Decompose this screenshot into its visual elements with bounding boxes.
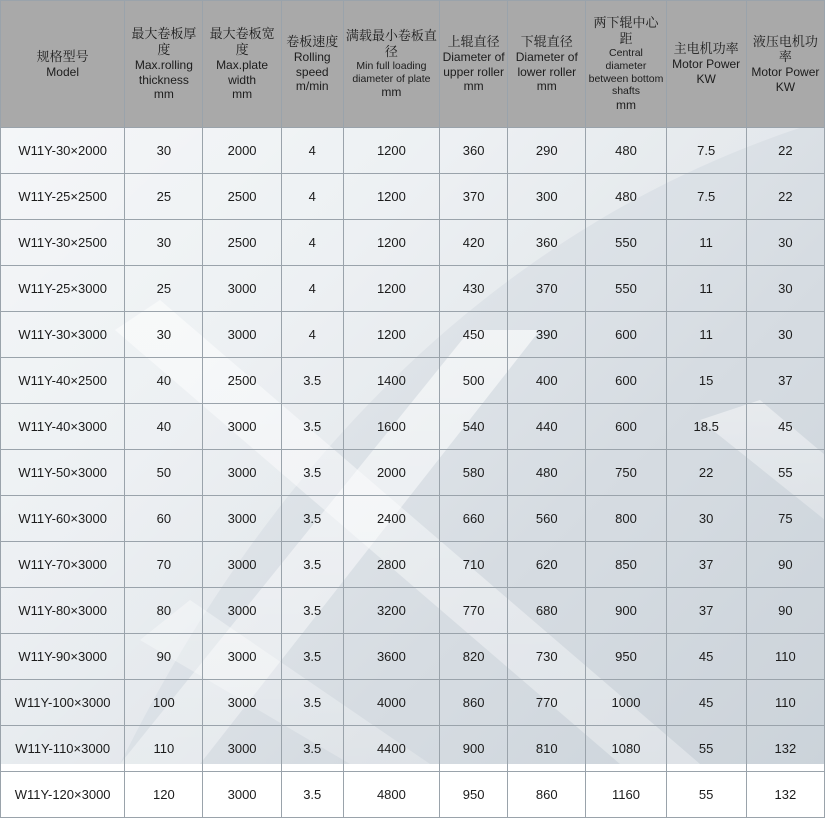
table-cell: 25 (125, 174, 203, 220)
table-cell: 55 (746, 450, 824, 496)
header-unit: mm (615, 98, 636, 113)
table-cell: 25 (125, 266, 203, 312)
table-row (1, 542, 825, 588)
table-cell: 3000 (203, 266, 281, 312)
table-row (1, 404, 825, 450)
table-cell: 1080 (586, 726, 666, 772)
table-cell: 620 (508, 542, 586, 588)
table-cell: 3.5 (281, 450, 343, 496)
table-cell: 950 (586, 634, 666, 680)
table-cell: 30 (125, 312, 203, 358)
table-cell: 30 (746, 220, 824, 266)
table-row (1, 450, 825, 496)
table-cell: 500 (440, 358, 508, 404)
table-cell: 3600 (343, 634, 439, 680)
table-cell: 2500 (203, 358, 281, 404)
cell-model: W11Y-30×2500 (1, 220, 125, 266)
cell-model: W11Y-60×3000 (1, 496, 125, 542)
table-cell: 4 (281, 220, 343, 266)
table-header (1, 1, 825, 128)
table-row (1, 128, 825, 174)
table-row (1, 358, 825, 404)
table-cell: 132 (746, 772, 824, 818)
table-cell: 420 (440, 220, 508, 266)
table-cell: 480 (586, 128, 666, 174)
table-cell: 820 (440, 634, 508, 680)
table-cell: 7.5 (666, 174, 746, 220)
table-cell: 70 (125, 542, 203, 588)
table-cell: 100 (125, 680, 203, 726)
cell-model: W11Y-70×3000 (1, 542, 125, 588)
table-cell: 900 (440, 726, 508, 772)
table-cell: 360 (508, 220, 586, 266)
table-cell: 37 (746, 358, 824, 404)
table-cell: 22 (666, 450, 746, 496)
header-unit: m/min (295, 79, 329, 94)
table-cell: 3.5 (281, 772, 343, 818)
table-cell: 2500 (203, 220, 281, 266)
table-cell: 1200 (343, 128, 439, 174)
table-cell: 11 (666, 312, 746, 358)
cell-model: W11Y-120×3000 (1, 772, 125, 818)
table-cell: 810 (508, 726, 586, 772)
table-cell: 370 (440, 174, 508, 220)
table-cell: 37 (666, 542, 746, 588)
table-cell: 3.5 (281, 358, 343, 404)
table-cell: 950 (440, 772, 508, 818)
table-cell: 90 (746, 542, 824, 588)
cell-model: W11Y-80×3000 (1, 588, 125, 634)
column-header-hydraulic-motor-power (746, 1, 824, 128)
table-cell: 1600 (343, 404, 439, 450)
table-cell: 680 (508, 588, 586, 634)
table-cell: 30 (746, 312, 824, 358)
table-cell: 110 (746, 634, 824, 680)
header-cn: 主电机功率 (673, 41, 739, 57)
column-header-rolling-speed (281, 1, 343, 128)
table-cell: 360 (440, 128, 508, 174)
header-unit: KW (775, 79, 796, 94)
table-cell: 2800 (343, 542, 439, 588)
header-cn: 最大卷板厚度 (131, 26, 197, 58)
table-cell: 75 (746, 496, 824, 542)
cell-model: W11Y-30×2000 (1, 128, 125, 174)
table-cell: 37 (666, 588, 746, 634)
column-header-model (1, 1, 125, 128)
cell-model: W11Y-25×3000 (1, 266, 125, 312)
table-row (1, 726, 825, 772)
cell-model: W11Y-50×3000 (1, 450, 125, 496)
table-cell: 560 (508, 496, 586, 542)
table-cell: 45 (666, 680, 746, 726)
cell-model: W11Y-100×3000 (1, 680, 125, 726)
table-cell: 3200 (343, 588, 439, 634)
table-cell: 860 (508, 772, 586, 818)
table-cell: 1000 (586, 680, 666, 726)
table-cell: 30 (125, 128, 203, 174)
table-cell: 30 (746, 266, 824, 312)
header-en: Motor Power (672, 57, 741, 72)
table-cell: 3000 (203, 680, 281, 726)
table-cell: 2400 (343, 496, 439, 542)
table-cell: 770 (440, 588, 508, 634)
table-cell: 600 (586, 358, 666, 404)
column-header-lower-roller-diameter (508, 1, 586, 128)
table-cell: 710 (440, 542, 508, 588)
table-cell: 2000 (343, 450, 439, 496)
table-cell: 11 (666, 266, 746, 312)
table-cell: 3.5 (281, 634, 343, 680)
table-cell: 800 (586, 496, 666, 542)
table-cell: 900 (586, 588, 666, 634)
table-cell: 1160 (586, 772, 666, 818)
table-cell: 730 (508, 634, 586, 680)
column-header-motor-power (666, 1, 746, 128)
table-cell: 1200 (343, 312, 439, 358)
header-en: Model (46, 64, 79, 79)
table-cell: 3.5 (281, 680, 343, 726)
table-cell: 1200 (343, 174, 439, 220)
table-cell: 7.5 (666, 128, 746, 174)
header-en: Min full loading diameter of plate (352, 59, 431, 85)
table-cell: 550 (586, 266, 666, 312)
table-cell: 2500 (203, 174, 281, 220)
header-cn: 上辊直径 (447, 34, 500, 50)
table-cell: 55 (666, 726, 746, 772)
header-cn: 满载最小卷板直径 (345, 28, 437, 59)
table-cell: 3.5 (281, 496, 343, 542)
header-unit: mm (232, 87, 253, 102)
table-cell: 540 (440, 404, 508, 450)
table-cell: 4 (281, 128, 343, 174)
header-en: Motor Power (751, 65, 820, 80)
table-cell: 850 (586, 542, 666, 588)
table-cell: 120 (125, 772, 203, 818)
column-header-max-plate-width (203, 1, 281, 128)
table-cell: 90 (746, 588, 824, 634)
table-cell: 1400 (343, 358, 439, 404)
table-row (1, 588, 825, 634)
header-unit: KW (696, 71, 716, 86)
table-cell: 450 (440, 312, 508, 358)
header-en: Max.rolling thickness (134, 57, 193, 87)
cell-model: W11Y-40×3000 (1, 404, 125, 450)
table-cell: 3000 (203, 450, 281, 496)
table-header-row (1, 1, 825, 128)
header-en: Rolling speed (293, 49, 331, 79)
table-row (1, 634, 825, 680)
table-cell: 55 (666, 772, 746, 818)
table-cell: 30 (666, 496, 746, 542)
table-cell: 550 (586, 220, 666, 266)
column-header-upper-roller-diameter (440, 1, 508, 128)
table-cell: 480 (586, 174, 666, 220)
table-cell: 1200 (343, 220, 439, 266)
table-body (1, 128, 825, 818)
table-cell: 11 (666, 220, 746, 266)
table-cell: 80 (125, 588, 203, 634)
table-cell: 480 (508, 450, 586, 496)
table-cell: 390 (508, 312, 586, 358)
table-cell: 4000 (343, 680, 439, 726)
header-en: Max.plate width (216, 57, 269, 87)
header-unit: mm (536, 79, 557, 94)
table-cell: 860 (440, 680, 508, 726)
table-cell: 660 (440, 496, 508, 542)
table-cell: 600 (586, 312, 666, 358)
table-row (1, 312, 825, 358)
table-cell: 400 (508, 358, 586, 404)
table-cell: 60 (125, 496, 203, 542)
table-cell: 15 (666, 358, 746, 404)
table-cell: 22 (746, 174, 824, 220)
cell-model: W11Y-90×3000 (1, 634, 125, 680)
table-cell: 3.5 (281, 726, 343, 772)
table-cell: 40 (125, 358, 203, 404)
column-header-max-rolling-thickness (125, 1, 203, 128)
table-cell: 600 (586, 404, 666, 450)
table-cell: 300 (508, 174, 586, 220)
table-row (1, 220, 825, 266)
table-cell: 750 (586, 450, 666, 496)
table-cell: 3000 (203, 542, 281, 588)
table-cell: 3.5 (281, 588, 343, 634)
header-en: Diameter of lower roller (515, 49, 578, 79)
table-cell: 30 (125, 220, 203, 266)
header-unit: mm (153, 87, 174, 102)
table-cell: 1200 (343, 266, 439, 312)
header-en: Central diameter between bottom shafts (588, 46, 664, 98)
table-cell: 4 (281, 174, 343, 220)
table-cell: 3000 (203, 404, 281, 450)
header-unit: mm (381, 85, 402, 100)
table-cell: 430 (440, 266, 508, 312)
table-cell: 45 (746, 404, 824, 450)
header-cn: 下辊直径 (520, 34, 573, 50)
column-header-min-full-loading-diameter (343, 1, 439, 128)
cell-model: W11Y-110×3000 (1, 726, 125, 772)
table-cell: 40 (125, 404, 203, 450)
table-cell: 4 (281, 266, 343, 312)
header-cn: 两下辊中心距 (593, 15, 659, 47)
table-row (1, 266, 825, 312)
table-cell: 3.5 (281, 542, 343, 588)
header-cn: 卷板速度 (286, 34, 339, 50)
column-header-central-diameter-bottom-shafts (586, 1, 666, 128)
table-cell: 2000 (203, 128, 281, 174)
table-cell: 3000 (203, 726, 281, 772)
table-cell: 110 (125, 726, 203, 772)
table-cell: 90 (125, 634, 203, 680)
table-cell: 4400 (343, 726, 439, 772)
cell-model: W11Y-30×3000 (1, 312, 125, 358)
table-cell: 3000 (203, 312, 281, 358)
header-unit: mm (463, 79, 484, 94)
table-cell: 110 (746, 680, 824, 726)
header-cn: 最大卷板宽度 (209, 26, 275, 58)
table-cell: 440 (508, 404, 586, 450)
table-cell: 4800 (343, 772, 439, 818)
table-cell: 4 (281, 312, 343, 358)
table-cell: 132 (746, 726, 824, 772)
table-row (1, 496, 825, 542)
table-cell: 370 (508, 266, 586, 312)
table-cell: 3000 (203, 772, 281, 818)
table-cell: 22 (746, 128, 824, 174)
table-cell: 45 (666, 634, 746, 680)
table-cell: 3000 (203, 634, 281, 680)
header-en: Diameter of upper roller (442, 49, 505, 79)
table-cell: 50 (125, 450, 203, 496)
header-cn: 规格型号 (36, 48, 89, 64)
table-cell: 3000 (203, 588, 281, 634)
table-cell: 580 (440, 450, 508, 496)
cell-model: W11Y-40×2500 (1, 358, 125, 404)
table-cell: 290 (508, 128, 586, 174)
cell-model: W11Y-25×2500 (1, 174, 125, 220)
table-row (1, 772, 825, 818)
table-cell: 3.5 (281, 404, 343, 450)
table-cell: 3000 (203, 496, 281, 542)
table-row (1, 680, 825, 726)
header-cn: 液压电机功率 (752, 33, 818, 65)
table-row (1, 174, 825, 220)
table-cell: 18.5 (666, 404, 746, 450)
table-cell: 770 (508, 680, 586, 726)
